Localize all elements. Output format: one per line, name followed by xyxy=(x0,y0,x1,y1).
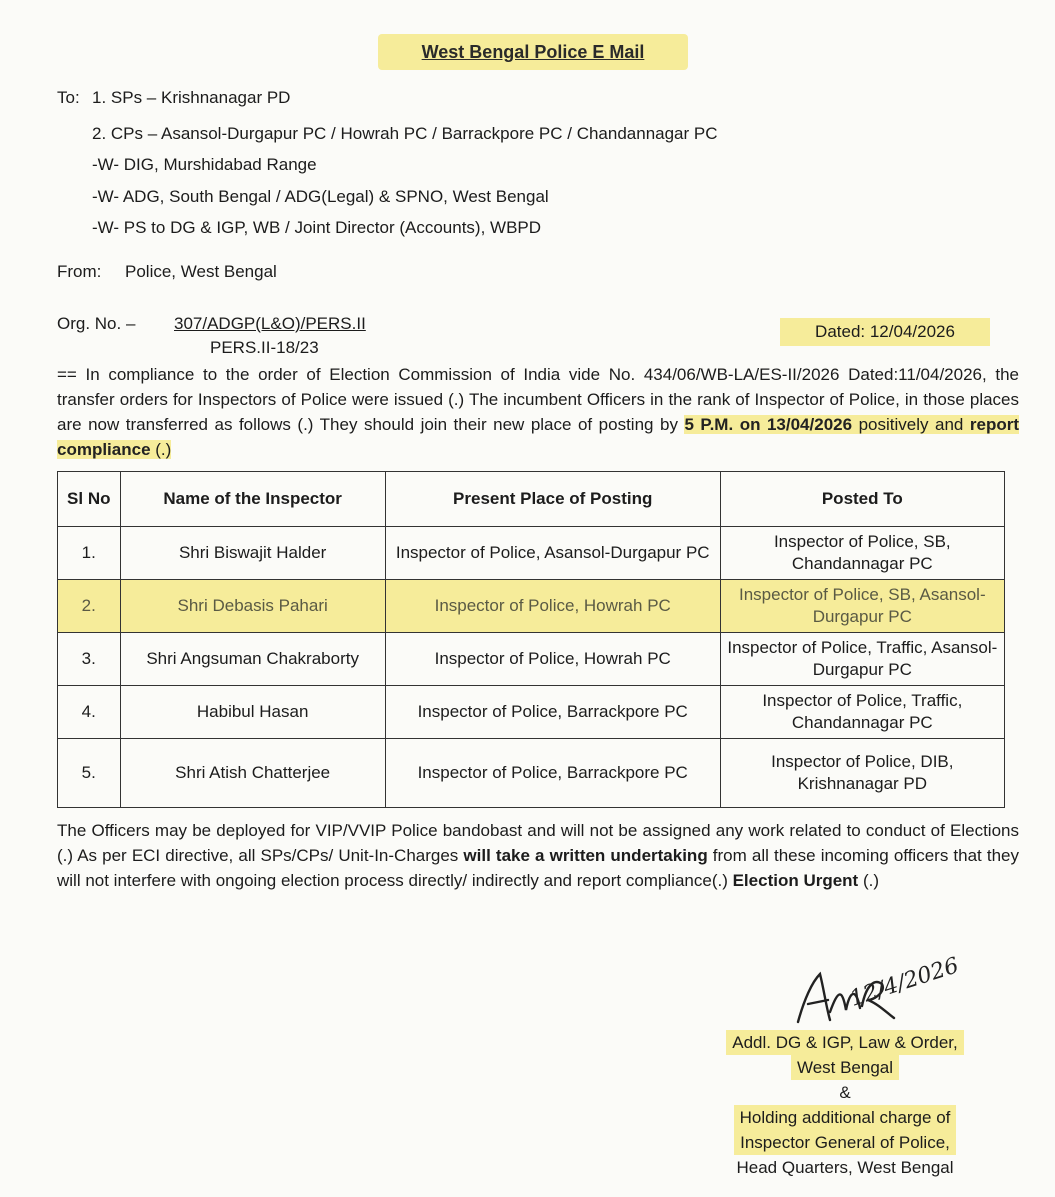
recipient-line-3: -W- DIG, Murshidabad Range xyxy=(92,155,317,174)
table-header-row xyxy=(58,472,1005,527)
header-name: Name of the Inspector xyxy=(120,472,385,527)
signatory-line-6: Head Quarters, West Bengal xyxy=(736,1158,954,1177)
para1-text-c: (.) xyxy=(150,440,172,459)
cell-present: Inspector of Police, Howrah PC xyxy=(385,580,720,633)
report-compliance-text: report compliance xyxy=(57,415,1019,459)
cell-present: Inspector of Police, Barrackpore PC xyxy=(385,739,720,808)
election-urgent-text: Election Urgent xyxy=(732,871,859,890)
signatory-line-4: Holding additional charge of xyxy=(734,1105,957,1130)
para2-text-c: (.) xyxy=(858,871,879,890)
org-no-label: Org. No. – xyxy=(57,314,136,333)
cell-sl: 5. xyxy=(58,739,121,808)
para2-text-b: from all these incoming officers that they will not interfere with ongoing election process directly/ indirectly and report compliance(.) xyxy=(57,846,1019,890)
cell-posted: Inspector of Police, Traffic, Chandannagar PC xyxy=(720,686,1004,739)
cell-sl: 3. xyxy=(58,633,121,686)
signatory-line-5: Inspector General of Police, xyxy=(734,1130,956,1155)
org-no-value: 307/ADGP(L&O)/PERS.II xyxy=(174,314,366,333)
title-text: West Bengal Police E Mail xyxy=(421,41,645,62)
cell-name: Shri Angsuman Chakraborty xyxy=(120,633,385,686)
table-row-highlighted xyxy=(58,580,1005,633)
cell-posted: Inspector of Police, SB, Chandannagar PC xyxy=(720,527,1004,580)
transfer-table xyxy=(57,471,1005,808)
from-value: Police, West Bengal xyxy=(125,262,277,281)
para1-text-b: positively and xyxy=(852,415,970,434)
signatory-line-3: & xyxy=(839,1083,851,1102)
table-row xyxy=(58,686,1005,739)
header-present: Present Place of Posting xyxy=(385,472,720,527)
para2-text-a: The Officers may be deployed for VIP/VVIP Police bandobast and will not be assigned any work related to conduct of Elections (.) As per ECI directive, all SPs/CPs/ Unit-In-Charges xyxy=(57,821,1019,865)
signature-date: 12/4/2026 xyxy=(846,953,962,1012)
recipient-line-4: -W- ADG, South Bengal / ADG(Legal) & SPNO, West Bengal xyxy=(92,187,549,206)
cell-name: Shri Atish Chatterjee xyxy=(120,739,385,808)
cell-present: Inspector of Police, Asansol-Durgapur PC xyxy=(385,527,720,580)
cell-sl: 2. xyxy=(58,580,121,633)
header-sl-no: Sl No xyxy=(58,472,121,527)
deadline-text: 5 P.M. on 13/04/2026 xyxy=(684,415,853,434)
cell-posted: Inspector of Police, SB, Asansol-Durgapur PC xyxy=(720,580,1004,633)
cell-sl: 4. xyxy=(58,686,121,739)
directive-paragraph xyxy=(57,818,1019,893)
to-label: To: xyxy=(57,88,80,107)
from-label: From: xyxy=(57,262,102,281)
cell-sl: 1. xyxy=(58,527,121,580)
document-title xyxy=(378,34,688,70)
recipient-line-1: 1. SPs – Krishnanagar PD xyxy=(92,88,291,107)
cell-name: Habibul Hasan xyxy=(120,686,385,739)
table-row xyxy=(58,527,1005,580)
header-posted: Posted To xyxy=(720,472,1004,527)
cell-posted: Inspector of Police, Traffic, Asansol-Durgapur PC xyxy=(720,633,1004,686)
cell-present: Inspector of Police, Howrah PC xyxy=(385,633,720,686)
recipient-line-2: 2. CPs – Asansol-Durgapur PC / Howrah PC / Barrackpore PC / Chandannagar PC xyxy=(92,124,718,143)
compliance-paragraph xyxy=(57,362,1019,462)
signatory-line-1: Addl. DG & IGP, Law & Order, xyxy=(726,1030,964,1055)
cell-name: Shri Biswajit Halder xyxy=(120,527,385,580)
table-row xyxy=(58,633,1005,686)
signatory-block xyxy=(700,1030,990,1180)
undertaking-text: will take a written undertaking xyxy=(463,846,708,865)
recipient-line-5: -W- PS to DG & IGP, WB / Joint Director (Accounts), WBPD xyxy=(92,218,542,237)
table-row xyxy=(58,739,1005,808)
org-no-sub: PERS.II-18/23 xyxy=(210,338,319,357)
para1-text-a: == In compliance to the order of Election Commission of India vide No. 434/06/WB-LA/ES-II/2026 Dated:11/04/2026, the transfer orders for Inspectors of Police were issued (.) The incumbent Officers in the rank of Inspector of Police, in those places are now transferred as follows (.) They should join their new place of posting by xyxy=(57,365,1019,434)
cell-posted: Inspector of Police, DIB, Krishnanagar PD xyxy=(720,739,1004,808)
signatory-line-2: West Bengal xyxy=(791,1055,899,1080)
dated-label: Dated: 12/04/2026 xyxy=(780,318,990,346)
cell-name: Shri Debasis Pahari xyxy=(120,580,385,633)
cell-present: Inspector of Police, Barrackpore PC xyxy=(385,686,720,739)
